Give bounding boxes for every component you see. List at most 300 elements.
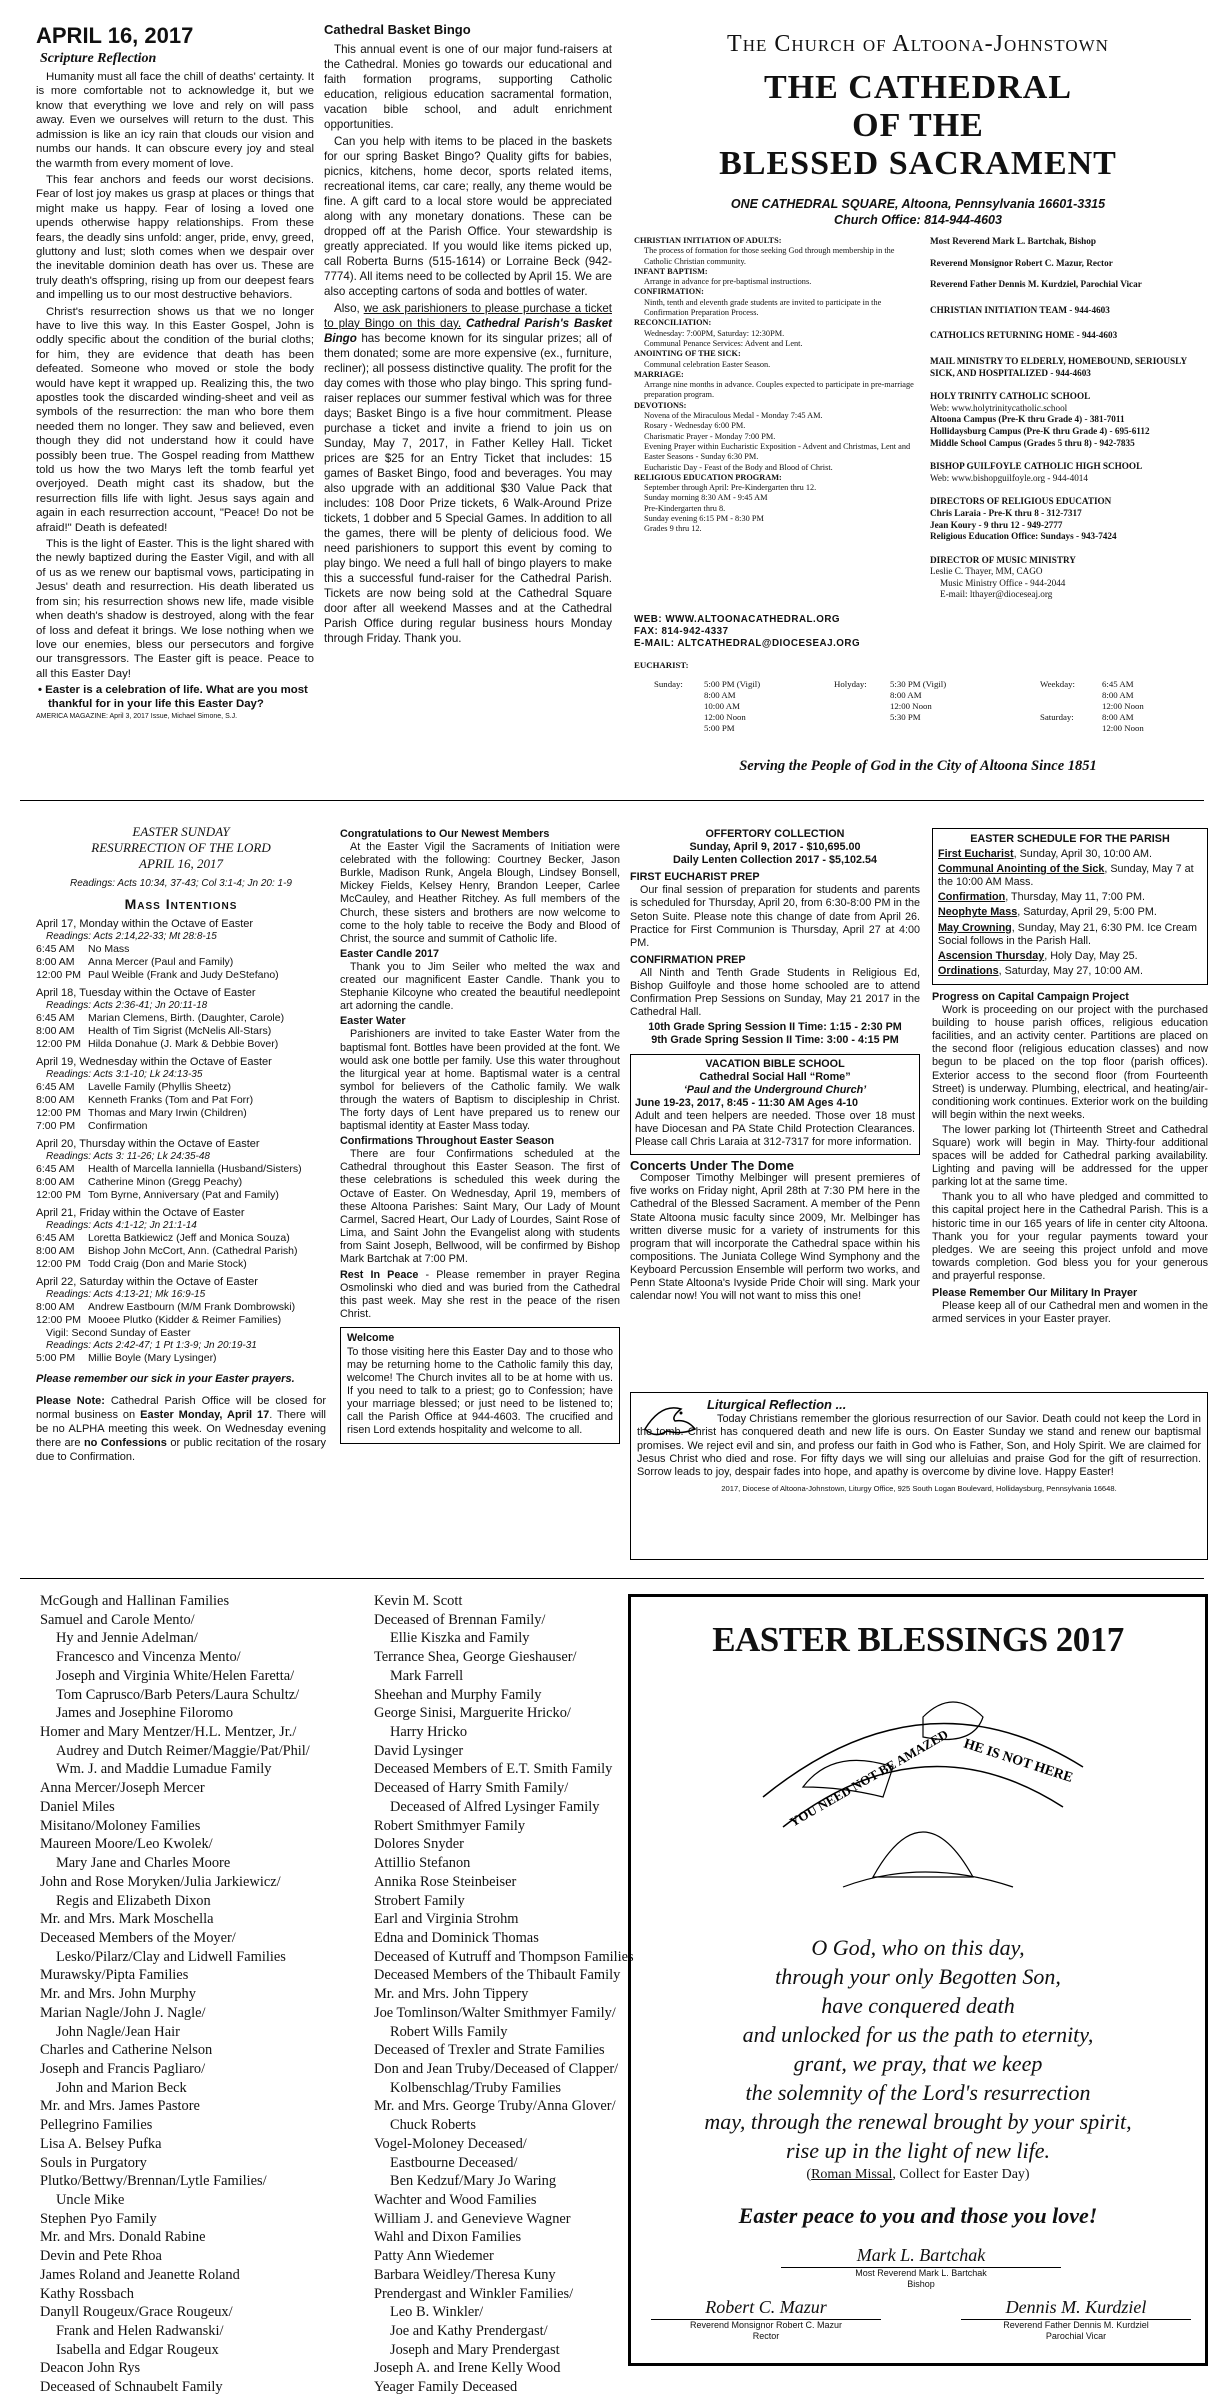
sunday-label: Sunday: [654, 679, 683, 689]
schedule-item [938, 906, 1202, 919]
info-line: Arrange in advance for pre-baptismal instructions. [644, 277, 812, 287]
bingo-p3-underline: we ask parishioners to please purchase a ticket to play Bingo on this day. [324, 301, 612, 330]
family-name: Don and Jean Truby/Deceased of Clapper/ [374, 2060, 619, 2077]
intention-name: Catherine Minon (Gregg Peachy) [88, 1175, 243, 1188]
schedule-event: Communal Anointing of the Sick [938, 863, 1105, 876]
prayer-lines [631, 1933, 1205, 2165]
intention-name: Andrew Eastbourn (M/M Frank Dombrowski) [88, 1301, 296, 1314]
signature-bishop [781, 2245, 1061, 2290]
intention-row [36, 1232, 326, 1245]
intention-row [36, 1352, 326, 1365]
offertory-column [630, 828, 920, 1388]
intention-time: 8:00 AM [36, 1025, 75, 1038]
family-name: Deceased of Kutruff and Thompson Families [374, 1948, 634, 1965]
website[interactable]: WEB: WWW.ALTOONACATHEDRAL.ORG [634, 614, 841, 625]
first-eucharist-title: FIRST EUCHARIST PREP [630, 871, 760, 884]
confirmation-prep-title: CONFIRMATION PREP [630, 953, 746, 966]
ministries-right [930, 236, 1208, 601]
intention-row [36, 1163, 326, 1176]
family-name: David Lysinger [374, 1742, 464, 1759]
family-name: Stephen Pyo Family [40, 2210, 157, 2227]
weekday-saturday-labels [1040, 679, 1102, 734]
liturgical-text: Today Christians remember the glorious resurrection of our Savior. Death could not keep the Lord in the tomb. Christ has conquered death and new life is ours. On Easter Sunday we stand and renew our baptismal promises. We reject evil and sin, and profess our faith in God who is Father, Son, and Holy Spirit. We are claimed for Jesus Christ who died and rose. For fifty days we will sing our alleluias and praise God for the gift of resurrection. Sorrow leads to joy, despair fades into hope, and apathy is overcome by divine love. Happy Easter! [637, 1412, 1201, 1479]
signature-rector-script: Robert C. Mazur [705, 2297, 827, 2317]
email[interactable]: E-MAIL: ALTCATHEDRAL@DIOCESEAJ.ORG [634, 638, 861, 649]
family-name: Mr. and Mrs. Mark Moschella [40, 1911, 214, 1928]
candle-text: Thank you to Jim Seiler who melted the wax and created our magnificent Easter Candle. Thank you to Stephanie Kilcoyne who created the beautiful needlepoint art adorning the candle. [340, 960, 620, 1013]
ministries-left-list [634, 236, 914, 535]
schedule-column [932, 828, 1208, 1388]
intention-name: Mooee Plutko (Kidder & Reimer Families) [88, 1313, 282, 1326]
intentions-list [36, 918, 326, 1365]
family-name: Vogel-Moloney Deceased/ [374, 2135, 527, 2152]
intention-row [36, 1025, 326, 1038]
schedule-event: Neophyte Mass [938, 906, 1018, 919]
mass-time: 12:00 Noon [1102, 723, 1144, 733]
intention-readings: Readings: Acts 2:14,22-33; Mt 28:8-15 [46, 931, 217, 943]
intention-readings: Readings: Acts 3: 11-26; Lk 24:35-48 [46, 1151, 210, 1162]
intention-readings: Readings: Acts 4:13-21; Mk 16:9-15 [46, 1288, 206, 1300]
confirmations-text: There are four Confirmations scheduled at the Cathedral throughout this Easter Season. The first of these celebrations is scheduled this week during the Octave of Easter. On Wednesday, April 19, members of these Altoona Parishes: Saint Mary, Our Lady of Mount Carmel, Sacred Heart, Our Lady of Lourdes, Saint Rose of Lima, and Saint John the Evangelist along with students from Saint Joseph, Bellwood, will be confirmed by Bishop Mark Bartchak at 7:00 PM. [340, 1148, 620, 1265]
intention-row [36, 1038, 326, 1051]
info-line: Wednesday: 7:00PM, Saturday: 12:30PM. [644, 328, 785, 338]
reflection-question [36, 683, 314, 711]
intention-time: 6:45 AM [36, 1232, 75, 1245]
family-name: Uncle Mike [56, 2192, 125, 2208]
saturday-times [1102, 712, 1182, 734]
family-name: Plutko/Bettwy/Brennan/Lytle Families/ [40, 2173, 267, 2190]
liturgical-credit: 2017, Diocese of Altoona-Johnstown, Liturgy Office, 925 South Logan Boulevard, Hollidaysburg, Pennsylvania 16648. [721, 1483, 1117, 1493]
family-name: William J. and Genevieve Wagner [374, 2210, 571, 2227]
offertory-title: OFFERTORY COLLECTION [705, 828, 845, 840]
fax: FAX: 814-942-4337 [634, 626, 729, 637]
signature-vicar-title: Parochial Vicar [1045, 2330, 1107, 2341]
family-name: Devin and Pete Rhoa [40, 2248, 162, 2265]
intention-time: 8:00 AM [36, 1244, 75, 1257]
parish-motto: Serving the People of God in the City of Altoona Since 1851 [739, 758, 1097, 774]
family-name: Souls in Purgatory [40, 2154, 147, 2171]
intention-day: April 19, Wednesday within the Octave of Easter [36, 1055, 272, 1068]
intention-time: 5:00 PM [36, 1351, 76, 1364]
info-line: Sunday evening 6:15 PM - 8:30 PM [644, 514, 764, 524]
church-name: The Church of Altoona-Johnstown [727, 31, 1109, 57]
intention-time: 12:00 PM [36, 1107, 81, 1119]
intention-readings: Readings: Acts 4:1-12; Jn 21:1-14 [46, 1219, 197, 1231]
office-closed-note [36, 1394, 326, 1464]
holyday-label: Holyday: [834, 679, 867, 689]
note-b: Easter Monday, April 17 [140, 1408, 270, 1421]
intention-name: Bishop John McCort, Ann. (Cathedral Parish) [88, 1244, 298, 1257]
family-name: John Nagle/Jean Hair [56, 2023, 180, 2040]
schedule-detail: , Sunday, April 30, 10:00 AM. [1013, 848, 1153, 861]
note-c: . There will be no ALPHA meeting this week. On Wednesday evening there are [36, 1408, 326, 1449]
reflection-para-1: Humanity must all face the chill of deaths' certainty. It is more comfortable not to acknowledge it, but we know that everything we love and rely on will pass away. Even we ourselves will return to the dust. This admission is like an icy rain that clouds our vision and numbs our hands. It can obscure every joy and steal the warmth from every moment of love. [36, 71, 314, 170]
family-name: Leo B. Winkler/ [390, 2304, 484, 2321]
progress-text-3: Thank you to all who have pledged and committed to this capital project here in the Cathedral Parish. This is a historic time in our 165 years of life in center city Altoona. Thank you for your regular payments toward your pledges. We are seeing this project unfold and move towards completion. God bless you for your generous and prayerful response. [932, 1191, 1208, 1282]
info-heading: RELIGIOUS EDUCATION PROGRAM: [634, 472, 782, 482]
family-name: Mr. and Mrs. Donald Rabine [40, 2229, 206, 2246]
guilfoyle-school: BISHOP GUILFOYLE CATHOLIC HIGH SCHOOL [930, 461, 1143, 472]
music-email: E-mail: lthayer@dioceseaj.org [940, 589, 1053, 600]
christian-initiation-team: CHRISTIAN INITIATION TEAM - 944-4603 [930, 304, 1110, 315]
signature-rector-title: Rector [752, 2330, 780, 2341]
prayer-line: O God, who on this day, [811, 1935, 1025, 1960]
family-name: Deceased of Alfred Lysinger Family [390, 1798, 600, 1815]
family-name: Murawsky/Pipta Families [40, 1967, 189, 1984]
mass-intentions [36, 824, 326, 1564]
rip-text: - Please remember in prayer Regina Osmolinski who died and was buried from the Cathedral this past week. May she rest in the peace of the risen Christ. [340, 1269, 620, 1321]
family-name: Chuck Roberts [390, 2117, 476, 2134]
first-eucharist-text: Our final session of preparation for students and parents is scheduled for Thursday, April 20, from 6:30-8:00 PM in the Seton Suite. Please note this change of date from April 26. Practice for First Communion is Thursday, April 27 at 4:00 PM. [630, 884, 920, 949]
military-text: Please keep all of our Cathedral men and women in the armed services in your Easter prayer. [932, 1300, 1208, 1326]
reflection-para-3: Christ's resurrection shows us that we no longer have to live this way. In this Easter Gospel, John is oddly specific about the condition of the burial cloths; for him, they are evidence that death has been defeated. Someone who moved or stole the body would have kept it wrapped up. Realizing this, the two apostles took the discarded winding-sheet and veil as symbols of the resurrection: the man who bore them needed them no longer. They saw and believed, even though they did not understand how it could have possibly been true. The Gospel reading from Matthew told us how the two Marys left the tomb fearful yet overjoyed. Death might cast its shadow, but the resurrection fills life with light. Jesus says again and again in each resurrection account, "Peace! Do not be afraid!" Death is defeated! [36, 305, 314, 534]
intention-name: Health of Tim Sigrist (McNelis All-Stars) [88, 1025, 272, 1038]
intention-time: 8:00 AM [36, 1301, 75, 1314]
schedule-event: Confirmation [938, 891, 1006, 904]
schedule-item [938, 863, 1202, 889]
weekday-label: Weekday: [1040, 679, 1075, 689]
intention-row [36, 1176, 326, 1189]
reflection-question-text: Easter is a celebration of life. What are you most thankful for in your life this Easter Day? [45, 684, 308, 711]
mass-time: 8:00 AM [704, 690, 736, 700]
family-name: Joseph A. and Irene Kelly Wood [374, 2360, 561, 2377]
schedule-detail: , Holy Day, May 25. [1044, 949, 1138, 962]
intention-day: April 18, Tuesday within the Octave of Easter [36, 986, 256, 999]
ninth-grade-session: 9th Grade Spring Session II Time: 3:00 - 4:15 PM [651, 1034, 899, 1047]
clergy-bishop: Most Reverend Mark L. Bartchak, Bishop [930, 236, 1096, 246]
prayer-line: the solemnity of the Lord's resurrection [745, 2080, 1091, 2105]
vbs-dates: June 19-23, 2017, 8:45 - 11:30 AM Ages 4-10 [635, 1096, 859, 1109]
holy-trinity-school: HOLY TRINITY CATHOLIC SCHOOL [930, 391, 1091, 402]
info-line: Sunday morning 8:30 AM - 9:45 AM [644, 493, 768, 503]
family-name: Kolbenschlag/Truby Families [390, 2079, 561, 2096]
family-name: Joseph and Virginia White/Helen Faretta/ [56, 1667, 295, 1684]
schedule-item [938, 848, 1202, 861]
family-name: Mr. and Mrs. John Murphy [40, 1986, 196, 2003]
info-line: Communal celebration Easter Season. [644, 359, 771, 369]
info-line: Rosary - Wednesday 6:00 PM. [644, 421, 746, 431]
vbs-theme: ‘Paul and the Underground Church’ [683, 1083, 867, 1096]
family-name: Patty Ann Wiedemer [374, 2248, 494, 2265]
intention-name: Marian Clemens, Birth. (Daughter, Carole) [88, 1012, 285, 1025]
info-line: Communal Penance Services: Advent and Lent. [644, 338, 803, 348]
family-name: Lesko/Pilarz/Clay and Lidwell Families [56, 1948, 286, 1965]
announcements-column [340, 828, 620, 1558]
family-name: Deceased Members of E.T. Smith Family [374, 1761, 613, 1778]
resurrection-heading: RESURRECTION OF THE LORD [91, 839, 271, 855]
intention-day: April 22, Saturday within the Octave of Easter [36, 1275, 258, 1288]
info-heading: RECONCILIATION: [634, 318, 712, 328]
tenth-grade-session: 10th Grade Spring Session II Time: 1:15 - 2:30 PM [648, 1021, 902, 1034]
family-name: Prendergast and Winkler Families/ [374, 2285, 574, 2302]
schedule-detail: , Saturday, May 27, 10:00 AM. [998, 964, 1144, 977]
family-name: Frank and Helen Radwanski/ [56, 2323, 224, 2340]
signature-bishop-title: Bishop [907, 2278, 935, 2289]
easter-schedule-box [932, 828, 1208, 985]
family-name: Regis and Elizabeth Dixon [56, 1892, 211, 1909]
mass-time: 12:00 Noon [890, 701, 932, 711]
hollidaysburg-campus: Hollidaysburg Campus (Pre-K thru Grade 4) - 695-6112 [930, 425, 1150, 436]
family-name: Eastbourne Deceased/ [390, 2154, 518, 2171]
info-line: September through April: Pre-Kindergarten thru 12. [644, 483, 817, 493]
family-name: John and Marion Beck [56, 2079, 187, 2096]
intention-readings: Readings: Acts 2:36-41; Jn 20:11-18 [46, 1000, 208, 1012]
family-name: Isabella and Edgar Rougeux [56, 2341, 219, 2358]
family-name: Marian Nagle/John J. Nagle/ [40, 2004, 206, 2021]
intention-time: 12:00 PM [36, 1038, 81, 1051]
schedule-detail: , Saturday, April 29, 5:00 PM. [1017, 906, 1157, 919]
church-office-phone: Church Office: 814-944-4603 [834, 212, 1002, 227]
family-name: Joseph and Francis Pagliaro/ [40, 2060, 206, 2077]
schedule-item [938, 922, 1202, 948]
confirmation-prep-text: All Ninth and Tenth Grade Students in Religious Ed, Bishop Guilfoyle and those home schooled are to attend Confirmation Prep Sessions on Sunday, May 21 2017 in the Cathedral Hall. [630, 966, 920, 1019]
family-name: Maureen Moore/Leo Kwolek/ [40, 1836, 213, 1853]
intention-time: 8:00 AM [36, 1094, 75, 1107]
mail-ministry: MAIL MINISTRY TO ELDERLY, HOMEBOUND, SERIOUSLY SICK, AND HOSPITALIZED - 944-4603 [930, 355, 1187, 378]
clergy-vicar: Reverend Father Dennis M. Kurdziel, Parochial Vicar [930, 279, 1142, 290]
easter-wish: Easter peace to you and those you love! [738, 2203, 1098, 2228]
mass-time: 5:00 PM (Vigil) [704, 679, 761, 689]
bingo-column [324, 22, 612, 792]
schedule-event: Ordinations [938, 964, 999, 977]
info-heading: CHRISTIAN INITIATION OF ADULTS: [634, 236, 782, 245]
family-name: Attillio Stefanon [374, 1855, 471, 1872]
intention-readings: Readings: Acts 3:1-10; Lk 24:13-35 [46, 1069, 203, 1081]
signature-vicar-name: Reverend Father Dennis M. Kurdziel [961, 2319, 1191, 2331]
info-heading: CONFIRMATION: [634, 287, 704, 297]
mass-time: 8:00 AM [1102, 712, 1134, 722]
easter-blessings-box [628, 1594, 1208, 2366]
easter-schedule-list [938, 848, 1202, 978]
reflection-credit: AMERICA MAGAZINE: April 3, 2017 Issue, Michael Simone, S.J. [36, 713, 238, 721]
info-heading: ANOINTING OF THE SICK: [634, 349, 741, 359]
family-name: Edna and Dominick Thomas [374, 1929, 539, 1946]
angel-illustration [723, 1677, 1123, 1907]
family-name: Homer and Mary Mentzer/H.L. Mentzer, Jr./ [40, 1724, 297, 1741]
intention-row [36, 943, 326, 956]
intention-name: Millie Boyle (Mary Lysinger) [88, 1351, 217, 1364]
intention-name: Todd Craig (Don and Marie Stock) [88, 1257, 247, 1270]
schedule-detail: , Thursday, May 11, 7:00 PM. [1005, 891, 1146, 904]
church-address: ONE CATHEDRAL SQUARE, Altoona, Pennsylvania 16601-3315 [730, 197, 1106, 212]
intention-name: Loretta Batkiewicz (Jeff and Monica Souza) [88, 1232, 290, 1245]
clergy-rector: Reverend Monsignor Robert C. Mazur, Rector [930, 257, 1113, 268]
family-name: James Roland and Jeanette Roland [40, 2266, 240, 2283]
intention-time: 6:45 AM [36, 1081, 75, 1094]
prayer-source-rest: , Collect for Easter Day) [892, 2167, 1030, 2182]
family-name: Yeager Family Deceased [374, 2379, 518, 2396]
intention-time: 6:45 AM [36, 1012, 75, 1025]
prayer-source-book: Roman Missal [811, 2167, 893, 2182]
intention-name: Lavelle Family (Phyllis Sheetz) [88, 1081, 231, 1094]
info-line: Arrange nine months in advance. Couples expected to participate in pre-marriage preparation program. [644, 380, 914, 400]
family-name: Joe and Kathy Prendergast/ [390, 2323, 548, 2340]
family-name: Deceased of Schnaubelt Family [40, 2379, 223, 2396]
info-line: Evening Prayer within Eucharistic Exposition - Advent and Christmas, Lent and Easter Seasons - Sunday 6:30 PM. [644, 441, 911, 462]
religious-ed-office: Religious Education Office: Sundays - 943-7424 [930, 531, 1117, 542]
prayer-line: through your only Begotten Son, [775, 1964, 1061, 1989]
intention-time: 12:00 PM [36, 1188, 81, 1201]
military-title: Please Remember Our Military In Prayer [932, 1287, 1138, 1299]
intention-readings: Readings: Acts 2:42-47; 1 Pt 1:3-9; Jn 20:19-31 [46, 1339, 257, 1351]
mass-time: 5:30 PM (Vigil) [890, 679, 947, 689]
music-director-name: Leslie C. Thayer, MM, CAGO [930, 566, 1043, 577]
family-name: Joe Tomlinson/Walter Smithmyer Family/ [374, 2004, 616, 2021]
bingo-p3-c: has become known for its singular prizes; all of them donated; some are more expensive (ex., furniture, recliner); all possess distinctive quality. The profit for the day comes with those who play bingo. This spring fund-raiser replaces our summer festival which was for three days; Basket Bingo is a five hour commitment. Please purchase a ticket and invite a friend to join us on Sunday, May 7, 2017, in Father Kelley Hall. Ticket prices are $25 for an Entry Ticket that includes: 15 games of Basket Bingo, food and beverages. You may also upgrade with an additional $30 Value Pack that includes: 108 Door Prize tickets, 6 Walk-Around Prize tickets, 1 dobber and 5 Special Games. In addition to all the games, there will be plenty of delicious food. We need parishioners to support this event by coming to play bingo. We need a full hall of bingo players to make this a successful fund-raiser for the Cathedral Parish. Tickets are now being sold at the Cathedral Square door after all weekend Masses and at the Cathedral Parish Office during regular business hours Monday through Friday. Thank you. [324, 331, 612, 645]
easter-sunday-heading: EASTER SUNDAY [132, 824, 230, 839]
reflection-title: Scripture Reflection [40, 51, 157, 66]
family-name: Danyll Rougeux/Grace Rougeux/ [40, 2304, 233, 2321]
catholics-returning-home: CATHOLICS RETURNING HOME - 944-4603 [930, 330, 1118, 341]
progress-text-2: The lower parking lot (Thirteenth Street and Cathedral Square) work will begin in May. Thirty-four additional spaces will be added for Cathedral parking availability. Lighting and paving will be addressed for the upper parking lot at the same time. [932, 1123, 1208, 1189]
intention-day: April 21, Friday within the Octave of Easter [36, 1206, 245, 1219]
family-name: George Sinisi, Marguerite Hricko/ [374, 1705, 571, 1722]
note-e: or public recitation of the rosary due to Confirmation. [36, 1436, 326, 1463]
intention-name: Confirmation [88, 1119, 148, 1132]
schedule-detail: , Sunday, May 7 at the 10:00 AM Mass. [938, 863, 1194, 889]
vbs-location: Cathedral Social Hall “Rome” [699, 1070, 851, 1083]
info-line: Charismatic Prayer - Monday 7:00 PM. [644, 431, 776, 441]
bingo-para-1: This annual event is one of our major fund-raisers at the Cathedral. Monies go towards our educational and faith formation programs, supporting Catholic education, religious education sacramental formation, vacation bible school, and adult enrichment opportunities. [324, 42, 612, 131]
family-name: Misitano/Moloney Families [40, 1817, 201, 1834]
mass-time: 5:30 PM [890, 712, 921, 722]
info-line: Grades 9 thru 12. [644, 524, 702, 534]
family-name: Wachter and Wood Families [374, 2192, 537, 2208]
family-name: Harry Hricko [390, 1724, 468, 1741]
intention-time: 6:45 AM [36, 943, 75, 956]
progress-text-1: Work is proceeding on our project with the purchased building to house parish offices, religious education facilities, and an activity center. Partitions are placed on the second floor (religious education classes) and now begun to be placed on the top floor (parish offices). Exterior access to the second floor (from Fourteenth Street) is underway. Plumbing, electrical, and heating/air-conditioning work continues. Exterior work on the building will begin within the next weeks. [932, 1004, 1208, 1121]
church-header [628, 24, 1208, 794]
prayer-line: grant, we pray, that we keep [793, 2051, 1043, 2076]
easter-prayer [631, 1933, 1205, 2185]
family-name: Annika Rose Steinbeiser [374, 1873, 517, 1890]
family-name: Francesco and Vincenza Mento/ [56, 1649, 241, 1666]
dove-icon [641, 1399, 699, 1445]
prayer-source: (Roman Missal, Collect for Easter Day) [806, 2167, 1030, 2182]
family-name: Sheehan and Murphy Family [374, 1686, 542, 1703]
rest-in-peace [340, 1269, 620, 1321]
info-line: Novena of the Miraculous Medal - Monday 7:45 AM. [644, 411, 823, 421]
intention-name: Thomas and Mary Irwin (Children) [88, 1107, 247, 1119]
intention-time: 7:00 PM [36, 1119, 76, 1132]
weekday-saturday-times [1102, 679, 1182, 734]
family-name: Mr. and Mrs. James Pastore [40, 2098, 200, 2115]
reflection-para-2: This fear anchors and feeds our worst decisions. Fear of lost joy makes us grasp at places or things that might make us happy. Fear of losing a loved one upends otherwise happy relationships. From these fears, the deadly sins unfold: anger, pride, envy, greed, gluttony and lust; sloth comes when we despair over the inevitable dominion death has over us. These are truly death's offspring, rising up from our deepest fears and impelling us to our most destructive behaviors. [36, 173, 314, 302]
vbs-details: Adult and teen helpers are needed. Those over 18 must have Diocesan and PA State Child Protection Clearances. Please call Chris Laraia at 312-7317 for more information. [635, 1109, 915, 1149]
sunday-times [704, 679, 834, 734]
congrats-title: Congratulations to Our Newest Members [340, 828, 550, 840]
director-laraia: Chris Laraia - Pre-K thru 8 - 312-7317 [930, 507, 1082, 518]
intention-row [36, 1120, 326, 1133]
intention-row [36, 1107, 326, 1120]
intention-name: No Mass [88, 943, 130, 956]
welcome-title: Welcome [347, 1332, 395, 1345]
intention-row [36, 1314, 326, 1327]
directors-religious-ed: DIRECTORS OF RELIGIOUS EDUCATION [930, 496, 1112, 507]
contact-block [634, 614, 934, 650]
blessings-title: EASTER BLESSINGS 2017 [712, 1620, 1124, 1659]
bingo-para-3 [324, 301, 612, 646]
family-name: Anna Mercer/Joseph Mercer [40, 1780, 205, 1797]
liturgical-reflection-box [630, 1392, 1208, 1560]
easter-readings: Readings: Acts 10:34, 37-43; Col 3:1-4; Jn 20: 1-9 [70, 877, 292, 889]
candle-title: Easter Candle 2017 [340, 947, 440, 960]
intention-name: Health of Marcella Ianniella (Husband/Sisters) [88, 1163, 302, 1176]
cathedral-title-3: BLESSED SACRAMENT [719, 145, 1117, 183]
liturgical-title: Liturgical Reflection ... [707, 1397, 847, 1412]
schedule-item [938, 891, 1202, 904]
eucharist-schedule [634, 660, 1208, 734]
easter-schedule-title: EASTER SCHEDULE FOR THE PARISH [970, 833, 1170, 845]
reflection-para-4: This is the light of Easter. This is the light shared with the newly baptized during the Easter Vigil, and with all of us as we renew our baptismal vows, participating in Jesus' death and resurrection. His death liberated us from sin; his resurrection shows new life, made visible when death's shadow is destroyed, along with the fear of loss and defeat it brings. We lose nothing when we love our enemies, bless our persecutors and forgive our transgressors. The Easter gift is peace. Peace to all this Easter Day! [36, 538, 314, 680]
signature-vicar [961, 2297, 1191, 2342]
prayer-line: have conquered death [821, 1993, 1015, 2018]
progress-title: Progress on Capital Campaign Project [932, 990, 1129, 1003]
family-name: Joseph and Mary Prendergast [390, 2341, 560, 2358]
prayer-line: rise up in the light of new life. [786, 2138, 1050, 2163]
family-name: Kevin M. Scott [374, 1593, 463, 1609]
family-name: Robert Smithmyer Family [374, 1817, 526, 1834]
note-label: Please Note: [36, 1394, 105, 1407]
bingo-p3-a: Also, [334, 301, 364, 315]
scripture-column [36, 24, 314, 794]
water-title: Easter Water [340, 1015, 406, 1028]
concert-title: Concerts Under The Dome [630, 1158, 794, 1174]
saturday-label: Saturday: [1040, 712, 1074, 722]
banner-text-you-need-not: YOU NEED NOT BE AMAZED [787, 1726, 951, 1830]
family-name: Deacon John Rys [40, 2360, 141, 2377]
bingo-title: Cathedral Basket Bingo [324, 22, 471, 37]
intention-name: Kenneth Franks (Tom and Pat Forr) [88, 1094, 254, 1107]
intention-row [36, 1094, 326, 1107]
info-heading: DEVOTIONS: [634, 400, 687, 410]
family-name: McGough and Hallinan Families [40, 1593, 230, 1609]
page-divider-2 [20, 1578, 1204, 1579]
middle-school-campus: Middle School Campus (Grades 5 thru 8) - 942-7835 [930, 437, 1135, 448]
family-name: Ben Kedzuf/Mary Jo Waring [390, 2173, 557, 2190]
mass-time: 12:00 Noon [1102, 701, 1144, 711]
signature-bishop-name: Most Reverend Mark L. Bartchak [781, 2267, 1061, 2279]
note-a: Cathedral Parish Office will be closed for normal business on [36, 1394, 326, 1421]
schedule-event: May Crowning [938, 921, 1012, 934]
intention-row [36, 1012, 326, 1025]
family-name: Mary Jane and Charles Moore [56, 1855, 231, 1872]
intention-row [36, 956, 326, 969]
prayer-line: may, through the renewal brought by your spirit, [704, 2109, 1132, 2134]
mass-time: 8:00 AM [1102, 690, 1134, 700]
family-name: Mr. and Mrs. George Truby/Anna Glover/ [374, 2098, 616, 2115]
signature-rector-name: Reverend Monsignor Robert C. Mazur [651, 2319, 881, 2331]
family-name: Earl and Virginia Strohm [374, 1911, 519, 1928]
eucharist-label: EUCHARIST: [634, 660, 689, 670]
family-name: Samuel and Carole Mento/ [40, 1611, 195, 1628]
cathedral-title-2: OF THE [852, 107, 984, 145]
rip-label: Rest In Peace [340, 1269, 419, 1282]
confirmations-title: Confirmations Throughout Easter Season [340, 1135, 555, 1148]
family-name: Lisa A. Belsey Pufka [40, 2135, 162, 2152]
info-line: Pre-Kindergarten thru 8. [644, 503, 726, 513]
offertory-lenten: Daily Lenten Collection 2017 - $5,102.54 [672, 854, 878, 867]
welcome-text: To those visiting here this Easter Day and to those who may be returning home to the Catholic family this day, welcome! The Church invites all to be at home with us. If you need to talk to a priest; go to Confession; have your marriage blessed; or just need to be listened to; call the Parish Office at 944-4603. The crucified and risen Lord extends hospitality and welcome to all. [347, 1345, 613, 1437]
easter-date-heading: APRIL 16, 2017 [139, 855, 223, 871]
guilfoyle-web: Web: www.bishopguilfoyle.org - 944-4014 [930, 472, 1088, 483]
intention-row [36, 1258, 326, 1271]
family-name: Tom Caprusco/Barb Peters/Laura Schultz/ [56, 1686, 300, 1703]
family-name: Mark Farrell [390, 1667, 464, 1684]
intention-row [36, 1189, 326, 1202]
congrats-text: At the Easter Vigil the Sacraments of Initiation were celebrated with the following: Courtney Becker, Jason Burkle, Madison Runk, Angela Blough, Lindsey Bonsell, Mickey Fields, Kelsey Henry, Brandon Leeper, Carlee McCauley, and Heather Ritchey. As full members of the Church, these sisters and brothers are now welcome to come to the holy table to receive the Body and Blood of Christ, the source and summit of Catholic life. [340, 841, 620, 945]
intention-name: Tom Byrne, Anniversary (Pat and Family) [88, 1188, 279, 1201]
